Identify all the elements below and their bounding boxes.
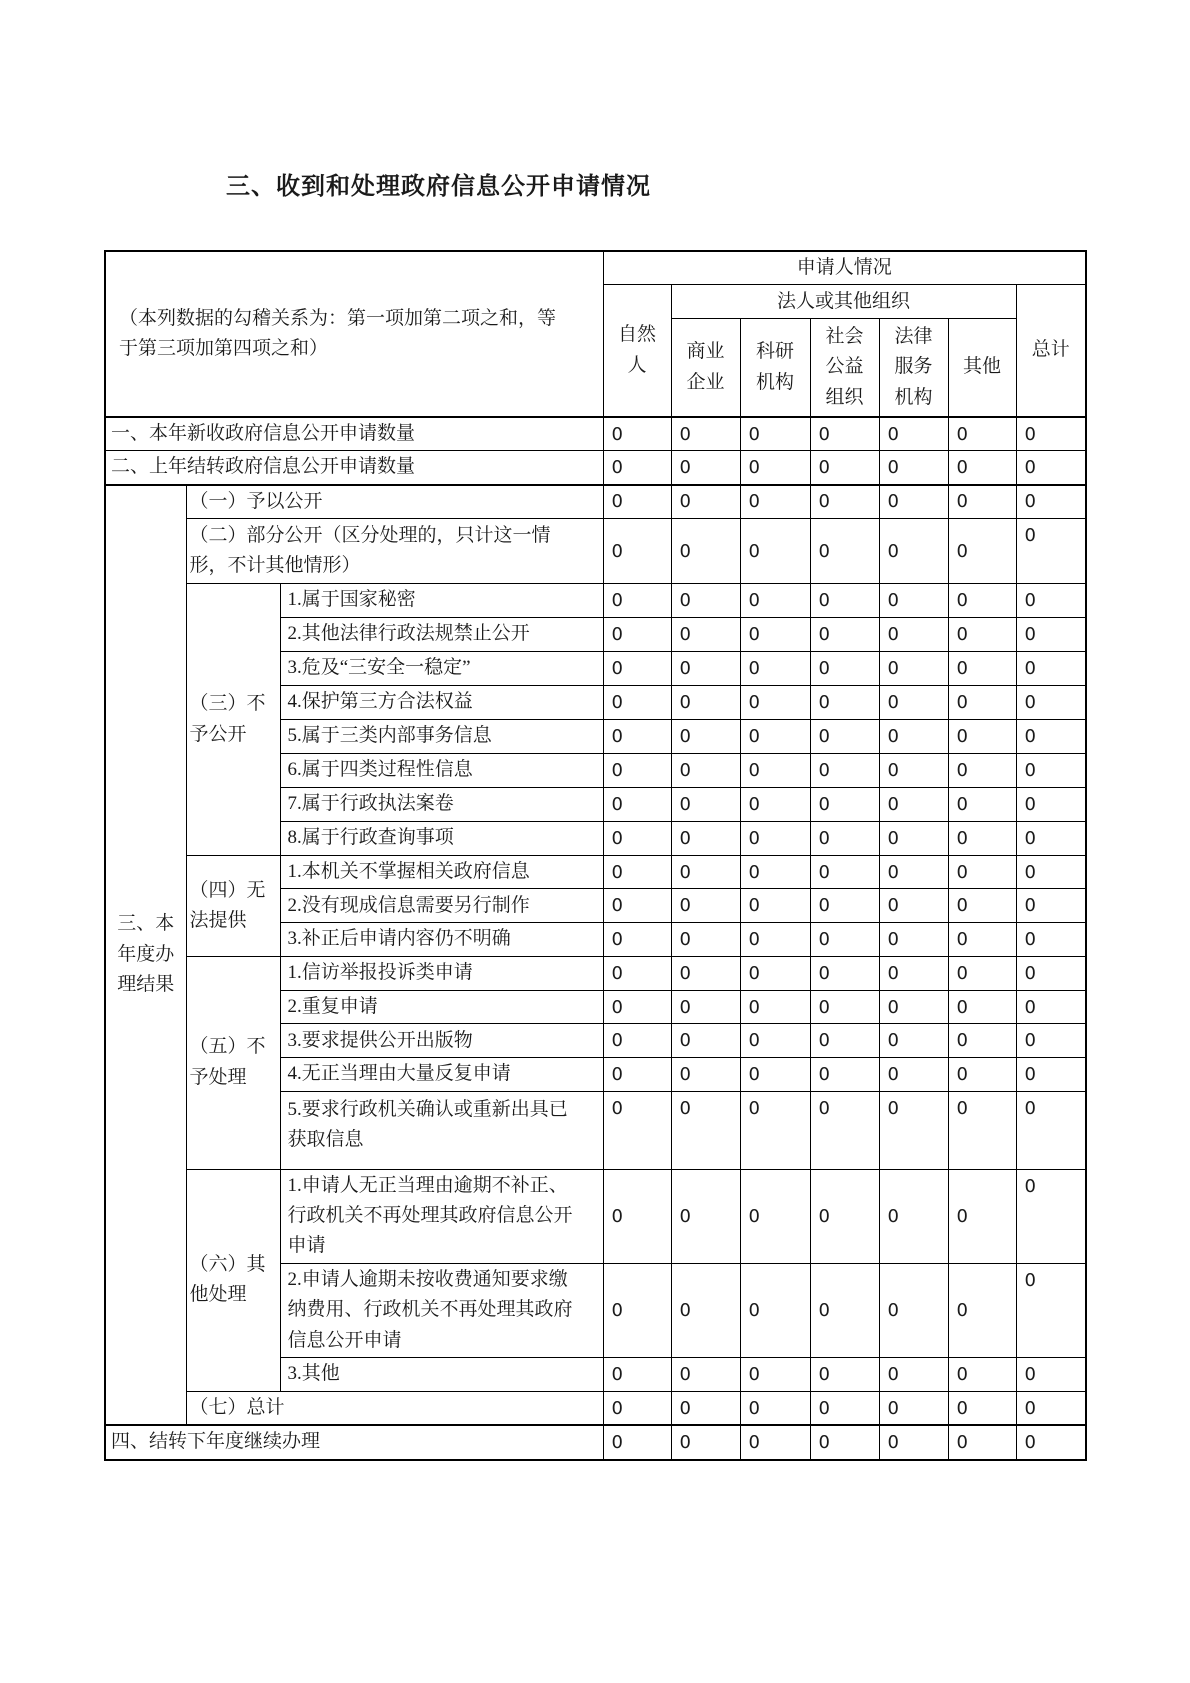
value-cell: 0 [948, 754, 1016, 788]
item-label: 3.危及“三安全一稳定” [280, 652, 603, 686]
value-cell: 0 [948, 618, 1016, 652]
value-cell: 0 [1016, 788, 1086, 822]
item-label: 5.属于三类内部事务信息 [280, 720, 603, 754]
value-cell: 0 [603, 451, 671, 485]
value-cell: 0 [603, 856, 671, 889]
header-note: （本列数据的勾稽关系为：第一项加第二项之和，等 于第三项加第四项之和） [105, 251, 603, 417]
value-cell: 0 [671, 686, 740, 720]
value-cell: 0 [810, 1169, 879, 1263]
value-cell: 0 [810, 754, 879, 788]
natural-person-header: 自然 人 [603, 285, 671, 417]
value-cell: 0 [740, 788, 810, 822]
item-label: 3.补正后申请内容仍不明确 [280, 923, 603, 956]
item-label: 5.要求行政机关确认或重新出具已 获取信息 [280, 1091, 603, 1169]
value-cell: 0 [671, 923, 740, 956]
item-label: 2.没有现成信息需要另行制作 [280, 889, 603, 923]
value-cell: 0 [948, 990, 1016, 1023]
legal-org-group-header: 法人或其他组织 [671, 285, 1016, 319]
value-cell: 0 [740, 1091, 810, 1169]
value-cell: 0 [603, 990, 671, 1023]
value-cell: 0 [1016, 856, 1086, 889]
item-label: 7.属于行政执法案卷 [280, 788, 603, 822]
value-cell: 0 [740, 889, 810, 923]
value-cell: 0 [948, 956, 1016, 990]
value-cell: 0 [1016, 956, 1086, 990]
item-label: 8.属于行政查询事项 [280, 822, 603, 856]
value-cell: 0 [671, 1357, 740, 1391]
value-cell: 0 [879, 754, 948, 788]
value-cell: 0 [810, 618, 879, 652]
research-header: 科研 机构 [740, 319, 810, 417]
value-cell: 0 [603, 686, 671, 720]
value-cell: 0 [671, 889, 740, 923]
value-cell: 0 [603, 923, 671, 956]
value-cell: 0 [879, 822, 948, 856]
other-header: 其他 [948, 319, 1016, 417]
value-cell: 0 [603, 1425, 671, 1459]
value-cell: 0 [740, 451, 810, 485]
value-cell: 0 [948, 822, 1016, 856]
value-cell: 0 [740, 1169, 810, 1263]
value-cell: 0 [1016, 519, 1086, 584]
value-cell: 0 [603, 485, 671, 519]
value-cell: 0 [879, 686, 948, 720]
row-label: 四、结转下年度继续办理 [105, 1425, 603, 1459]
application-stats-table [104, 250, 1087, 1461]
value-cell: 0 [1016, 1425, 1086, 1459]
value-cell: 0 [740, 485, 810, 519]
value-cell: 0 [1016, 652, 1086, 686]
value-cell: 0 [671, 720, 740, 754]
value-cell: 0 [810, 956, 879, 990]
value-cell: 0 [879, 923, 948, 956]
value-cell: 0 [603, 1091, 671, 1169]
group-label: （五）不 予处理 [186, 956, 280, 1169]
value-cell: 0 [810, 923, 879, 956]
value-cell: 0 [948, 519, 1016, 584]
value-cell: 0 [810, 889, 879, 923]
value-cell: 0 [879, 788, 948, 822]
social-org-header: 社会 公益 组织 [810, 319, 879, 417]
value-cell: 0 [1016, 584, 1086, 618]
value-cell: 0 [810, 1425, 879, 1459]
value-cell: 0 [948, 889, 1016, 923]
value-cell: 0 [671, 856, 740, 889]
value-cell: 0 [1016, 822, 1086, 856]
value-cell: 0 [810, 451, 879, 485]
value-cell: 0 [810, 990, 879, 1023]
page-title: 三、收到和处理政府信息公开申请情况 [226, 174, 651, 200]
value-cell: 0 [810, 485, 879, 519]
value-cell: 0 [879, 417, 948, 451]
value-cell: 0 [948, 652, 1016, 686]
value-cell: 0 [879, 652, 948, 686]
value-cell: 0 [1016, 990, 1086, 1023]
value-cell: 0 [740, 1263, 810, 1357]
total-header: 总计 [1016, 285, 1086, 417]
item-label: 3.要求提供公开出版物 [280, 1024, 603, 1058]
item-label: 2.其他法律行政法规禁止公开 [280, 618, 603, 652]
value-cell: 0 [810, 822, 879, 856]
value-cell: 0 [1016, 1091, 1086, 1169]
item-label: 2.申请人逾期未按收费通知要求缴 纳费用、行政机关不再处理其政府 信息公开申请 [280, 1263, 603, 1357]
value-cell: 0 [740, 754, 810, 788]
value-cell: 0 [603, 788, 671, 822]
value-cell: 0 [879, 889, 948, 923]
value-cell: 0 [603, 1024, 671, 1058]
value-cell: 0 [671, 1391, 740, 1425]
value-cell: 0 [671, 451, 740, 485]
value-cell: 0 [1016, 451, 1086, 485]
value-cell: 0 [603, 754, 671, 788]
value-cell: 0 [740, 618, 810, 652]
value-cell: 0 [810, 856, 879, 889]
value-cell: 0 [810, 686, 879, 720]
value-cell: 0 [740, 822, 810, 856]
value-cell: 0 [740, 686, 810, 720]
row-label: 一、本年新收政府信息公开申请数量 [105, 417, 603, 451]
value-cell: 0 [810, 1391, 879, 1425]
group-label: （三）不 予公开 [186, 584, 280, 856]
value-cell: 0 [671, 652, 740, 686]
value-cell: 0 [740, 956, 810, 990]
value-cell: 0 [671, 1263, 740, 1357]
value-cell: 0 [1016, 417, 1086, 451]
value-cell: 0 [671, 584, 740, 618]
value-cell: 0 [879, 956, 948, 990]
value-cell: 0 [603, 519, 671, 584]
group-label: （四）无 法提供 [186, 856, 280, 957]
value-cell: 0 [1016, 720, 1086, 754]
value-cell: 0 [948, 584, 1016, 618]
value-cell: 0 [1016, 1169, 1086, 1263]
value-cell: 0 [948, 1357, 1016, 1391]
item-label: 1.申请人无正当理由逾期不补正、 行政机关不再处理其政府信息公开 申请 [280, 1169, 603, 1263]
value-cell: 0 [740, 519, 810, 584]
item-label: 1.信访举报投诉类申请 [280, 956, 603, 990]
value-cell: 0 [948, 417, 1016, 451]
value-cell: 0 [948, 1425, 1016, 1459]
value-cell: 0 [879, 618, 948, 652]
value-cell: 0 [740, 584, 810, 618]
value-cell: 0 [879, 1357, 948, 1391]
item-label: 1.本机关不掌握相关政府信息 [280, 856, 603, 889]
value-cell: 0 [1016, 1263, 1086, 1357]
item-label: 4.保护第三方合法权益 [280, 686, 603, 720]
value-cell: 0 [603, 956, 671, 990]
value-cell: 0 [671, 754, 740, 788]
applicant-group-header: 申请人情况 [603, 251, 1086, 285]
group-label: （二）部分公开（区分处理的，只计这一情 形，不计其他情形） [186, 519, 603, 584]
value-cell: 0 [671, 990, 740, 1023]
value-cell: 0 [879, 1058, 948, 1091]
value-cell: 0 [603, 720, 671, 754]
value-cell: 0 [740, 1024, 810, 1058]
value-cell: 0 [671, 1024, 740, 1058]
value-cell: 0 [603, 889, 671, 923]
value-cell: 0 [879, 1425, 948, 1459]
value-cell: 0 [948, 923, 1016, 956]
value-cell: 0 [948, 1391, 1016, 1425]
value-cell: 0 [810, 519, 879, 584]
value-cell: 0 [879, 1169, 948, 1263]
value-cell: 0 [671, 485, 740, 519]
value-cell: 0 [671, 822, 740, 856]
value-cell: 0 [879, 519, 948, 584]
value-cell: 0 [671, 618, 740, 652]
value-cell: 0 [879, 720, 948, 754]
value-cell: 0 [740, 652, 810, 686]
item-label: 4.无正当理由大量反复申请 [280, 1058, 603, 1091]
item-label: 1.属于国家秘密 [280, 584, 603, 618]
group-label: （一）予以公开 [186, 485, 603, 519]
business-header: 商业 企业 [671, 319, 740, 417]
value-cell: 0 [948, 451, 1016, 485]
value-cell: 0 [810, 1091, 879, 1169]
group-label: （六）其 他处理 [186, 1169, 280, 1391]
value-cell: 0 [948, 1169, 1016, 1263]
value-cell: 0 [879, 485, 948, 519]
value-cell: 0 [671, 519, 740, 584]
value-cell: 0 [948, 1024, 1016, 1058]
value-cell: 0 [810, 1263, 879, 1357]
value-cell: 0 [879, 1391, 948, 1425]
value-cell: 0 [603, 822, 671, 856]
value-cell: 0 [740, 417, 810, 451]
item-label: 2.重复申请 [280, 990, 603, 1023]
item-label: 3.其他 [280, 1357, 603, 1391]
value-cell: 0 [879, 451, 948, 485]
group-label: （七）总计 [186, 1391, 603, 1425]
value-cell: 0 [1016, 923, 1086, 956]
value-cell: 0 [603, 1391, 671, 1425]
value-cell: 0 [603, 618, 671, 652]
value-cell: 0 [603, 652, 671, 686]
value-cell: 0 [603, 417, 671, 451]
value-cell: 0 [879, 990, 948, 1023]
value-cell: 0 [1016, 1391, 1086, 1425]
value-cell: 0 [810, 584, 879, 618]
value-cell: 0 [1016, 1058, 1086, 1091]
value-cell: 0 [603, 1058, 671, 1091]
value-cell: 0 [740, 1058, 810, 1091]
legal-service-header: 法律 服务 机构 [879, 319, 948, 417]
value-cell: 0 [879, 1091, 948, 1169]
value-cell: 0 [1016, 1357, 1086, 1391]
value-cell: 0 [1016, 686, 1086, 720]
value-cell: 0 [810, 788, 879, 822]
value-cell: 0 [948, 1263, 1016, 1357]
value-cell: 0 [948, 686, 1016, 720]
value-cell: 0 [879, 1024, 948, 1058]
value-cell: 0 [810, 1357, 879, 1391]
value-cell: 0 [603, 1357, 671, 1391]
value-cell: 0 [810, 720, 879, 754]
value-cell: 0 [1016, 618, 1086, 652]
value-cell: 0 [740, 856, 810, 889]
row-label: 二、上年结转政府信息公开申请数量 [105, 451, 603, 485]
value-cell: 0 [879, 856, 948, 889]
value-cell: 0 [671, 417, 740, 451]
value-cell: 0 [810, 652, 879, 686]
value-cell: 0 [671, 1425, 740, 1459]
value-cell: 0 [948, 1058, 1016, 1091]
value-cell: 0 [671, 1091, 740, 1169]
value-cell: 0 [948, 856, 1016, 889]
value-cell: 0 [948, 485, 1016, 519]
item-label: 6.属于四类过程性信息 [280, 754, 603, 788]
value-cell: 0 [1016, 485, 1086, 519]
value-cell: 0 [671, 788, 740, 822]
value-cell: 0 [671, 1058, 740, 1091]
value-cell: 0 [948, 788, 1016, 822]
value-cell: 0 [603, 1169, 671, 1263]
value-cell: 0 [740, 1425, 810, 1459]
value-cell: 0 [1016, 754, 1086, 788]
value-cell: 0 [810, 1058, 879, 1091]
value-cell: 0 [603, 584, 671, 618]
value-cell: 0 [879, 584, 948, 618]
value-cell: 0 [810, 1024, 879, 1058]
value-cell: 0 [948, 1091, 1016, 1169]
value-cell: 0 [1016, 889, 1086, 923]
value-cell: 0 [740, 1391, 810, 1425]
section-label: 三、本 年度办 理结果 [105, 485, 186, 1426]
value-cell: 0 [1016, 1024, 1086, 1058]
value-cell: 0 [740, 1357, 810, 1391]
value-cell: 0 [810, 417, 879, 451]
value-cell: 0 [948, 720, 1016, 754]
value-cell: 0 [603, 1263, 671, 1357]
value-cell: 0 [740, 923, 810, 956]
value-cell: 0 [671, 1169, 740, 1263]
value-cell: 0 [740, 990, 810, 1023]
value-cell: 0 [879, 1263, 948, 1357]
value-cell: 0 [671, 956, 740, 990]
value-cell: 0 [740, 720, 810, 754]
